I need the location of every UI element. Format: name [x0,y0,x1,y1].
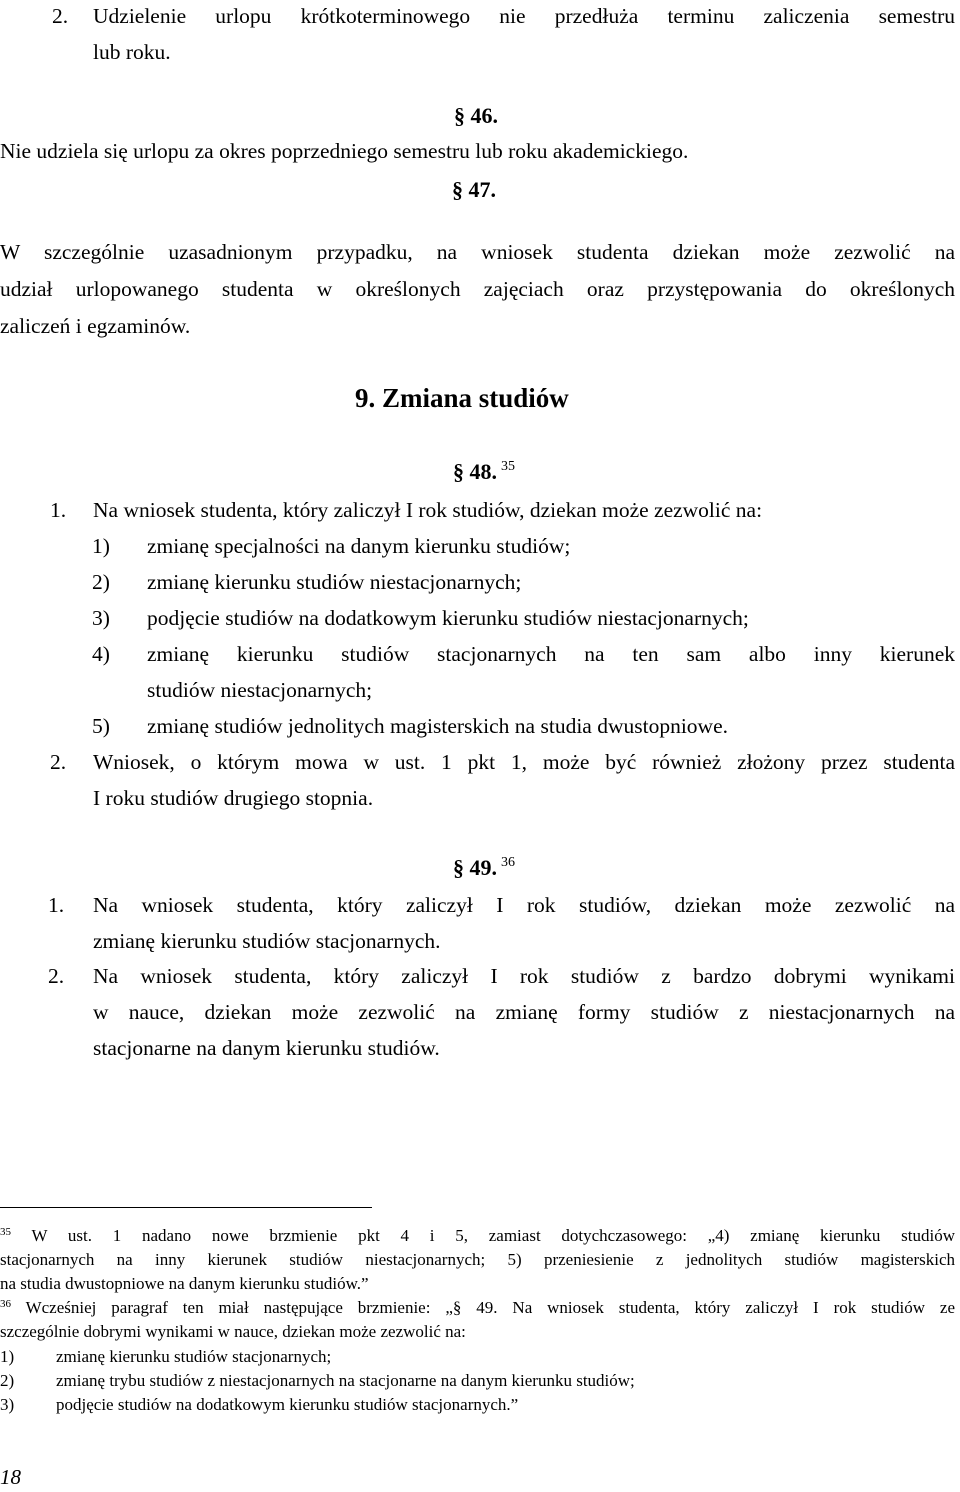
paragraph-line: Na wniosek studenta, który zaliczył I rok studiów z bardzo dobrymi wynikami [93,964,955,988]
paragraph-line: Na wniosek studenta, który zaliczył I rok studiów, dziekan może zezwolić na: [93,498,763,522]
paragraph-line: I roku studiów drugiego stopnia. [93,786,374,810]
footnote-35 [0,1225,955,1249]
paragraph-line: Na wniosek studenta, który zaliczył I rok studiów, dziekan może zezwolić na [93,893,955,917]
footnote-number: 36 [0,1298,11,1310]
footnote-line: szczególnie dobrymi wynikami w nauce, dziekan może zezwolić na: [0,1322,466,1341]
list-item-text: zmianę kierunku studiów niestacjonarnych; [147,570,522,594]
paragraph-line: Udzielenie urlopu krótkoterminowego nie przedłuża terminu zaliczenia semestru [93,4,955,28]
section-heading-47: § 47. [452,177,496,202]
footnote-ref-36[interactable]: 36 [501,855,515,870]
footnote-list-number: 3) [0,1395,15,1414]
paragraph-line: W szczególnie uzasadnionym przypadku, na wniosek studenta dziekan może zezwolić na [0,240,955,264]
footnote-36 [0,1297,955,1321]
footnote-list-number: 1) [0,1347,15,1366]
footnote-line: na studia dwustopniowe na danym kierunku studiów.” [0,1274,369,1293]
footnote-text: W ust. 1 nadano nowe brzmienie pkt 4 i 5, zamiast dotychczasowego: „4) zmianę kierunku studiów [31,1226,955,1245]
subsection-number: 1. [48,893,65,917]
subsection-number: 2. [50,750,67,774]
list-item-text: studiów niestacjonarnych; [147,678,373,702]
paragraph-line: Wniosek, o którym mowa w ust. 1 pkt 1, może być również złożony przez studenta [93,750,955,774]
section-heading-48: § 48. $^{35}$ [453,459,515,484]
paragraph-line: stacjonarne na danym kierunku studiów. [93,1036,440,1060]
footnote-list-number: 2) [0,1371,15,1390]
page-number: 18 [0,1465,21,1489]
paragraph-line: udział urlopowanego studenta w określonych zajęciach oraz przystępowania do określonych [0,277,955,301]
subsection-number: 1. [50,498,67,522]
footnote-separator [0,1207,372,1208]
list-item-number: 3) [92,606,110,630]
section-heading-46: § 46. [454,103,498,128]
list-item-number: 4) [92,642,110,666]
paragraph-line: lub roku. [93,40,171,64]
subsection-number: 2. [48,964,65,988]
paragraph-line: zmianę kierunku studiów stacjonarnych. [93,929,441,953]
footnote-list-text: zmianę trybu studiów z niestacjonarnych na stacjonarne na danym kierunku studiów; [56,1371,635,1390]
paragraph-line: w nauce, dziekan może zezwolić na zmianę formy studiów z niestacjonarnych na [93,1000,955,1024]
list-item-text: zmianę specjalności na danym kierunku studiów; [147,534,571,558]
paragraph-line: zaliczeń i egzaminów. [0,314,191,338]
chapter-title: 9. Zmiana studiów [355,383,569,413]
footnote-ref-35[interactable]: 35 [501,459,515,474]
footnote-number: 35 [0,1226,11,1238]
footnote-line: stacjonarnych na inny kierunek studiów niestacjonarnych; 5) przeniesienie z jednolitych studiów magisterskich [0,1250,955,1269]
footnote-text: Wcześniej paragraf ten miał następujące brzmienie: „§ 49. Na wniosek studenta, który zaliczył I rok studiów ze [25,1298,955,1317]
footnote-list-text: podjęcie studiów na dodatkowym kierunku studiów stacjonarnych.” [56,1395,519,1414]
list-item-number: 1) [92,534,110,558]
list-item-text: podjęcie studiów na dodatkowym kierunku studiów niestacjonarnych; [147,606,749,630]
list-item-text: zmianę studiów jednolitych magisterskich na studia dwustopniowe. [147,714,728,738]
list-item-number: 5) [92,714,110,738]
list-item-text: zmianę kierunku studiów stacjonarnych na ten sam albo inny kierunek [147,642,955,666]
paragraph-line: Nie udziela się urlopu za okres poprzedniego semestru lub roku akademickiego. [0,139,689,163]
section-heading-49: § 49. $^{36}$ [453,855,515,880]
list-item-number: 2) [92,570,110,594]
footnote-list-text: zmianę kierunku studiów stacjonarnych; [56,1347,332,1366]
item-number: 2. [52,4,69,28]
